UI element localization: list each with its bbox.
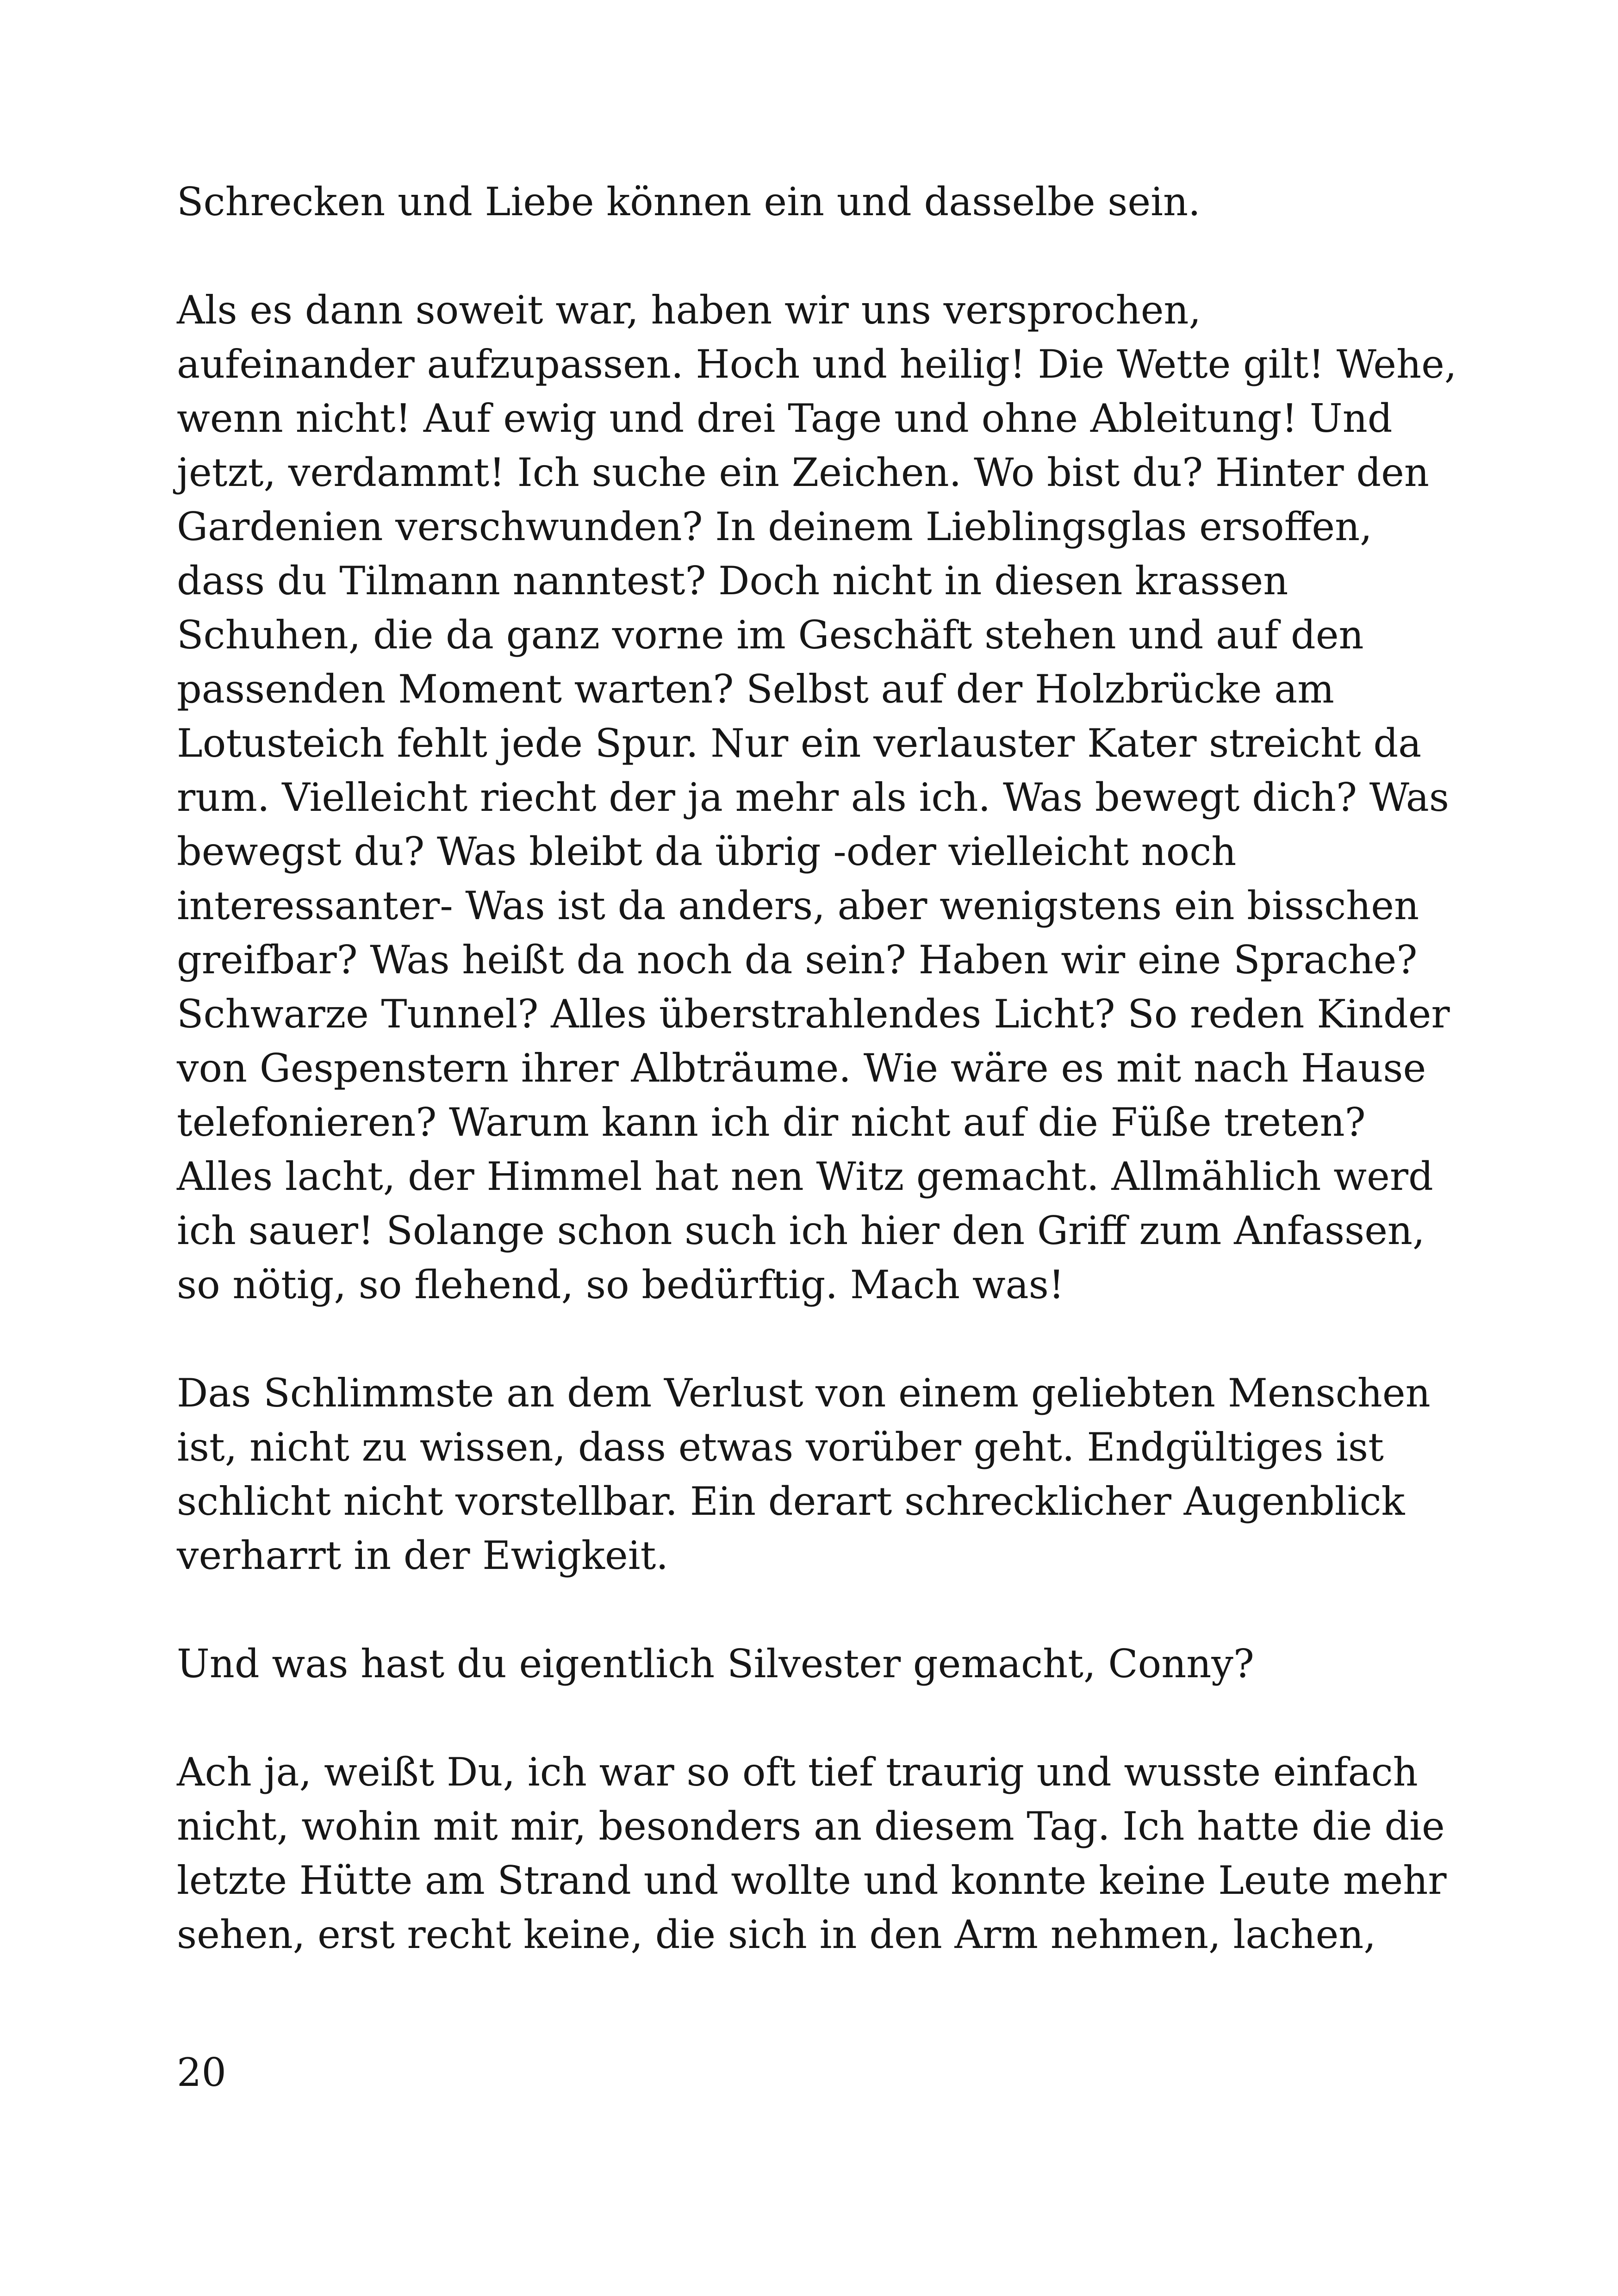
page-number: 20	[177, 2050, 226, 2095]
text-line: Alles lacht, der Himmel hat nen Witz gemacht. Allmählich werd	[177, 1154, 1433, 1199]
text-line: so nötig, so flehend, so bedürftig. Mach was!	[177, 1262, 1064, 1307]
text-line: telefonieren? Warum kann ich dir nicht auf die Füße treten?	[177, 1100, 1366, 1145]
text-line: Das Schlimmste an dem Verlust von einem geliebten Menschen	[177, 1370, 1431, 1416]
text-line: passenden Moment warten? Selbst auf der Holzbrücke am	[177, 666, 1334, 712]
paragraph	[177, 1366, 1473, 1583]
paragraph	[177, 1637, 1473, 1691]
text-line: Schrecken und Liebe können ein und dasselbe sein.	[177, 179, 1201, 224]
paragraph	[177, 1745, 1473, 1962]
text-line: verharrt in der Ewigkeit.	[177, 1533, 669, 1578]
paragraph	[177, 175, 1473, 229]
text-line: interessanter- Was ist da anders, aber wenigstens ein bisschen	[177, 883, 1419, 928]
paragraph	[177, 283, 1473, 1312]
text-line: von Gespenstern ihrer Albträume. Wie wäre es mit nach Hause	[177, 1045, 1426, 1091]
text-line: Schwarze Tunnel? Alles überstrahlendes Licht? So reden Kinder	[177, 991, 1450, 1037]
text-line: dass du Tilmann nanntest? Doch nicht in diesen krassen	[177, 558, 1288, 604]
paragraph-gap	[177, 1691, 1473, 1745]
text-line: ich sauer! Solange schon such ich hier den Griff zum Anfassen,	[177, 1208, 1425, 1253]
text-line: Ach ja, weißt Du, ich war so oft tief traurig und wusste einfach	[177, 1749, 1418, 1795]
text-line: aufeinander aufzupassen. Hoch und heilig! Die Wette gilt! Wehe,	[177, 342, 1457, 387]
text-line: wenn nicht! Auf ewig und drei Tage und ohne Ableitung! Und	[177, 396, 1393, 441]
text-line: letzte Hütte am Strand und wollte und konnte keine Leute mehr	[177, 1858, 1447, 1903]
text-line: bewegst du? Was bleibt da übrig -oder vielleicht noch	[177, 829, 1237, 874]
text-line: Und was hast du eigentlich Silvester gemacht, Conny?	[177, 1641, 1254, 1686]
paragraph-gap	[177, 1312, 1473, 1366]
text-line: ist, nicht zu wissen, dass etwas vorüber geht. Endgültiges ist	[177, 1425, 1384, 1470]
text-line: jetzt, verdammt! Ich suche ein Zeichen. Wo bist du? Hinter den	[177, 450, 1429, 495]
text-line: sehen, erst recht keine, die sich in den Arm nehmen, lachen,	[177, 1912, 1376, 1957]
text-line: Als es dann soweit war, haben wir uns versprochen,	[177, 287, 1201, 333]
text-line: Schuhen, die da ganz vorne im Geschäft stehen und auf den	[177, 612, 1364, 658]
text-line: greifbar? Was heißt da noch da sein? Haben wir eine Sprache?	[177, 937, 1418, 983]
paragraph-gap	[177, 229, 1473, 283]
text-line: nicht, wohin mit mir, besonders an diesem Tag. Ich hatte die die	[177, 1804, 1445, 1849]
body-text	[177, 175, 1473, 1962]
text-line: Gardenien verschwunden? In deinem Lieblingsglas ersoffen,	[177, 504, 1372, 549]
text-line: schlicht nicht vorstellbar. Ein derart schrecklicher Augenblick	[177, 1479, 1405, 1524]
paragraph-gap	[177, 1583, 1473, 1637]
text-line: Lotusteich fehlt jede Spur. Nur ein verlauster Kater streicht da	[177, 721, 1422, 766]
text-line: rum. Vielleicht riecht der ja mehr als ich. Was bewegt dich? Was	[177, 775, 1449, 820]
